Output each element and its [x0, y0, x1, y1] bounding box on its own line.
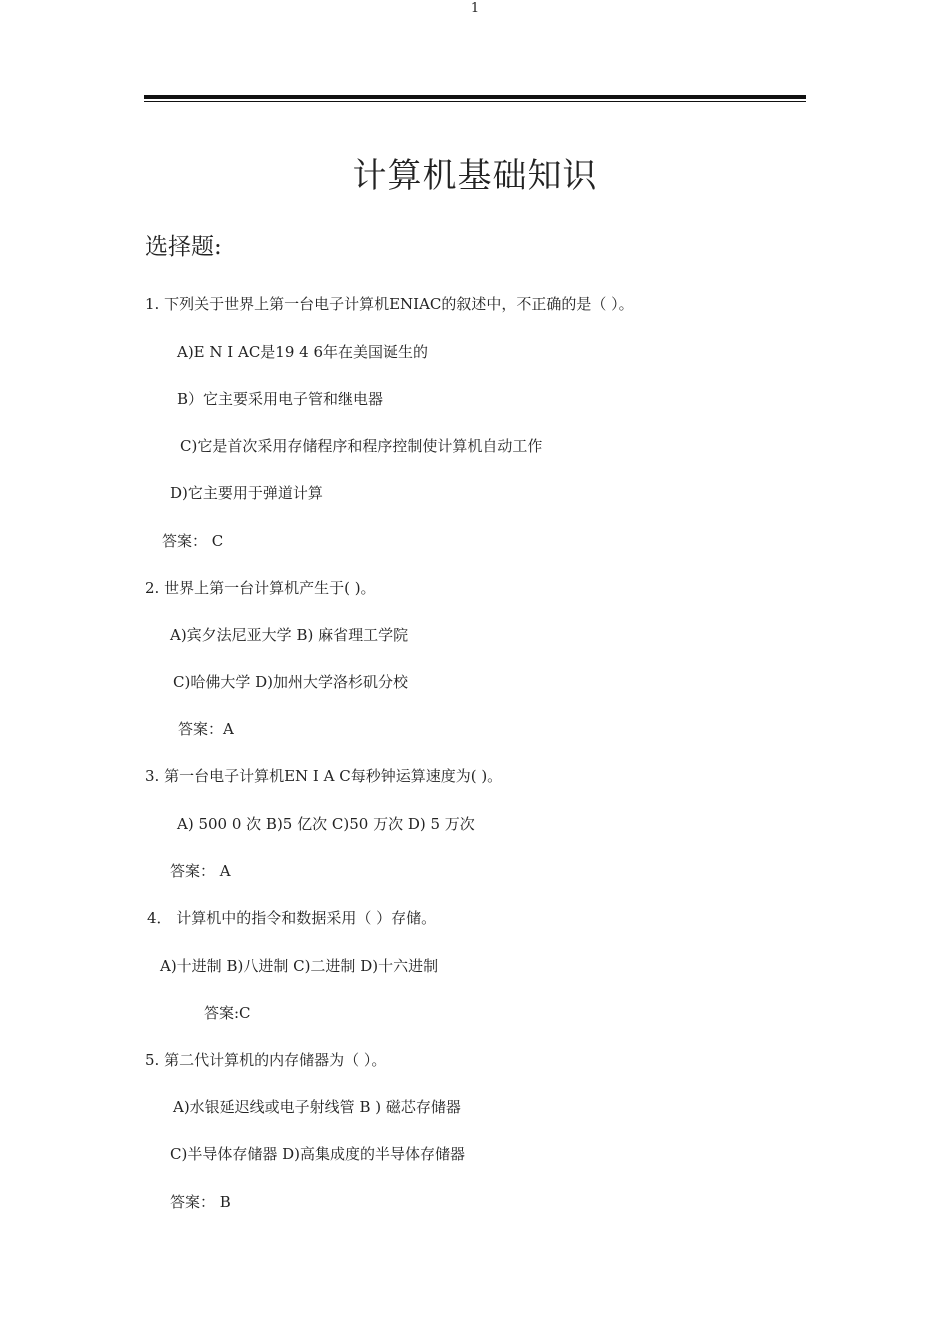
question-2-options-ab: A)宾夕法尼亚大学 B) 麻省理工学院: [170, 626, 409, 644]
question-3-options: A) 500 0 次 B)5 亿次 C)50 万次 D) 5 万次: [177, 815, 475, 833]
question-1: 1. 下列关于世界上第一台电子计算机ENIAC的叙述中，不正确的是（ ）。: [145, 295, 634, 313]
page-number: 1: [470, 1, 480, 16]
header-rule-thick: [144, 95, 806, 99]
question-1-option-c: C)它是首次采用存储程序和程序控制使计算机自动工作: [180, 437, 543, 455]
header-rule-thin: [144, 101, 806, 102]
question-1-answer: 答案： C: [162, 532, 224, 550]
question-4: 4． 计算机中的指令和数据采用（ ）存储。: [147, 909, 437, 927]
question-3: 3. 第一台电子计算机EN I A C每秒钟运算速度为( )。: [145, 767, 503, 785]
question-5: 5. 第二代计算机的内存储器为（ ）。: [145, 1051, 387, 1069]
question-3-answer: 答案： A: [170, 862, 231, 880]
question-5-options-ab: A)水银延迟线或电子射线管 B ) 磁芯存储器: [173, 1098, 461, 1116]
question-2-answer: 答案：A: [178, 720, 234, 738]
question-5-answer: 答案： B: [170, 1193, 231, 1211]
section-heading: 选择题:: [145, 234, 222, 260]
question-1-option-b: B）它主要采用电子管和继电器: [177, 390, 384, 408]
question-1-option-d: D)它主要用于弹道计算: [170, 484, 323, 502]
question-2-options-cd: C)哈佛大学 D)加州大学洛杉矶分校: [173, 673, 408, 691]
question-5-options-cd: C)半导体存储器 D)高集成度的半导体存储器: [170, 1145, 465, 1163]
question-4-options: A)十进制 B)八进制 C)二进制 D)十六进制: [160, 957, 439, 975]
question-4-answer: 答案:C: [204, 1004, 251, 1022]
question-1-option-a: A)E N I AC是19 4 6年在美国诞生的: [177, 343, 429, 361]
document-title: 计算机基础知识: [352, 156, 598, 196]
question-2: 2. 世界上第一台计算机产生于( )。: [145, 579, 376, 597]
